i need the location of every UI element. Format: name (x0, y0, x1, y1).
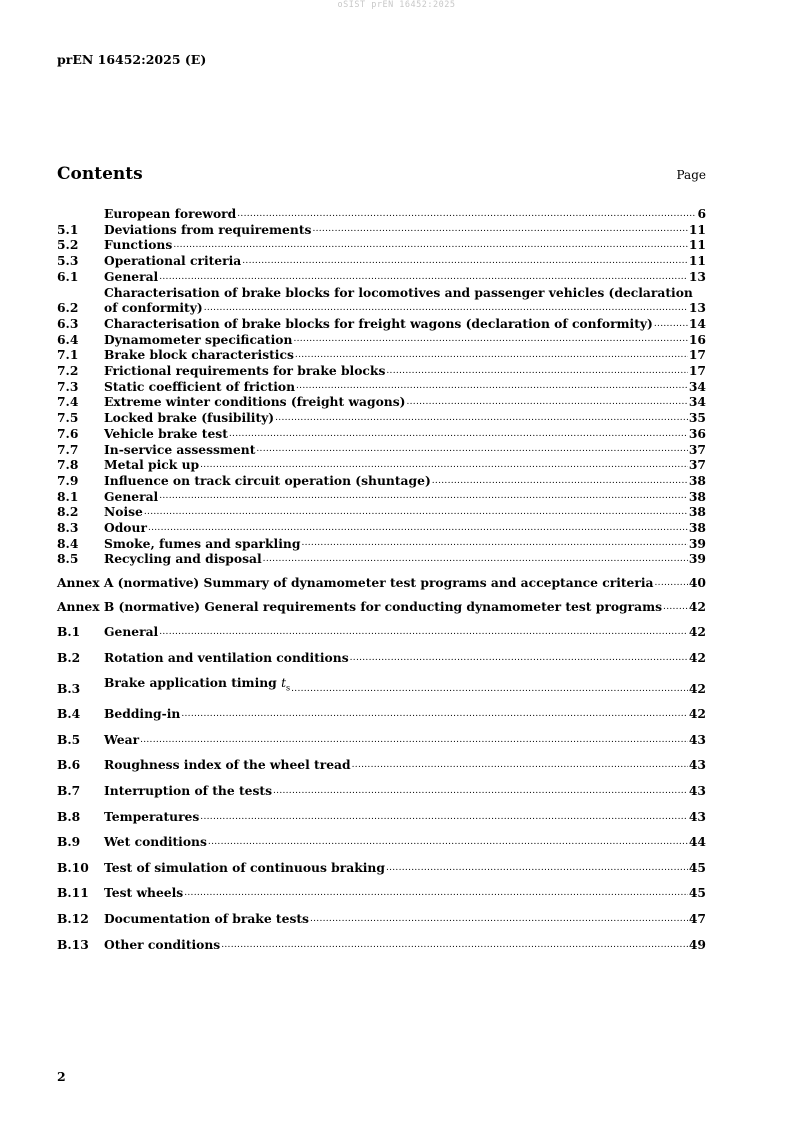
dot-leader (184, 889, 688, 898)
toc-entry-title: Metal pick up (104, 457, 200, 473)
toc-entry[interactable] (57, 253, 706, 269)
toc-entry-title: Noise (104, 504, 143, 520)
toc-entry-number: B.2 (57, 649, 81, 665)
dot-leader (204, 304, 688, 313)
toc-entry-page: 13 (688, 300, 706, 316)
dot-leader (296, 382, 688, 391)
toc-entry-number: 8.3 (57, 520, 79, 536)
toc-entry-title: Extreme winter conditions (freight wagons) (104, 394, 406, 410)
toc-entry[interactable] (57, 457, 706, 473)
dot-leader (655, 579, 688, 588)
toc-entry-title: Wet conditions (104, 834, 207, 850)
toc-annex-entries (57, 575, 706, 614)
toc-annex-title: Annex B (normative) General requirements for conducting dynamometer test programs (57, 598, 663, 614)
table-of-contents (57, 206, 706, 953)
toc-entry-title: In-service assessment (104, 441, 256, 457)
toc-entry-number: 7.2 (57, 363, 79, 379)
dot-leader (352, 761, 688, 770)
toc-entry-page: 40 (688, 575, 706, 591)
toc-entry-page: 17 (688, 347, 706, 363)
toc-entry-title: Temperatures (104, 808, 200, 824)
toc-entry-page: 42 (688, 706, 706, 722)
toc-entry-title-subscript: s (286, 683, 291, 693)
toc-entry-number: B.5 (57, 731, 81, 747)
document-id: prEN 16452:2025 (E) (57, 52, 207, 67)
toc-entry[interactable] (57, 473, 706, 489)
toc-entry-page: 44 (688, 834, 706, 850)
toc-entry-title: Test of simulation of continuous braking (104, 859, 385, 875)
dot-leader (406, 398, 687, 407)
toc-entry-page: 45 (688, 859, 706, 875)
toc-entry-title: General (104, 488, 159, 504)
dot-leader (159, 628, 688, 637)
toc-entry-page: 37 (688, 457, 706, 473)
toc-entry-number: B.13 (57, 936, 89, 952)
dot-leader (144, 508, 688, 517)
dot-leader (173, 241, 688, 250)
toc-entry-page: 38 (688, 520, 706, 536)
toc-entry-title: Bedding-in (104, 706, 181, 722)
toc-entry[interactable] (57, 363, 706, 379)
toc-entry-title: European foreword (104, 206, 237, 221)
dot-leader (654, 320, 688, 329)
toc-entry-number: 8.4 (57, 535, 79, 551)
toc-entry[interactable] (57, 332, 706, 348)
toc-entry-page: 14 (688, 315, 706, 331)
toc-entry[interactable] (57, 885, 706, 901)
toc-entry-title: Smoke, fumes and sparkling (104, 535, 301, 551)
toc-entry-page: 17 (688, 363, 706, 379)
toc-entry[interactable] (57, 347, 706, 363)
dot-leader (432, 477, 688, 486)
toc-main-entries (57, 206, 706, 567)
toc-entry-title: Operational criteria (104, 253, 242, 269)
dot-leader (312, 225, 687, 234)
toc-entry[interactable] (57, 650, 706, 666)
dot-leader (663, 603, 688, 612)
toc-entry[interactable] (57, 706, 706, 722)
toc-entry-page: 42 (688, 649, 706, 665)
dot-leader (291, 685, 688, 694)
toc-entry-title: Recycling and disposal (104, 551, 262, 567)
toc-entry-number: B.6 (57, 757, 81, 773)
toc-entry[interactable] (57, 937, 706, 953)
dot-leader (293, 335, 687, 344)
page-column-label: Page (676, 168, 706, 182)
toc-entry-page: 34 (688, 394, 706, 410)
toc-entry-number: 7.4 (57, 394, 79, 410)
dot-leader (263, 555, 688, 564)
toc-entry-number: 7.6 (57, 425, 79, 441)
toc-entry-page: 47 (688, 910, 706, 926)
toc-entry-title: Interruption of the tests (104, 782, 272, 798)
toc-entry-title: Roughness index of the wheel tread (104, 757, 351, 773)
toc-entry-number: B.9 (57, 834, 81, 850)
toc-entry-number: B.11 (57, 885, 89, 901)
toc-entry-title: Characterisation of brake blocks for freight wagons (declaration of conformity) (104, 315, 653, 331)
toc-entry[interactable] (57, 809, 706, 825)
toc-entry-title: Influence on track circuit operation (shuntage) (104, 472, 431, 488)
toc-entry-title: Other conditions (104, 936, 221, 952)
toc-entry-title: Frictional requirements for brake blocks (104, 363, 386, 379)
toc-entry-title: Characterisation of brake blocks for locomotives and passenger vehicles (declaration (104, 284, 693, 300)
toc-entry-number: B.3 (57, 680, 81, 696)
toc-entry-number: 6.4 (57, 331, 79, 347)
toc-annex-title: Annex A (normative) Summary of dynamometer test programs and acceptance criteria (57, 575, 654, 591)
toc-entry-title-continued: of conformity) (104, 300, 203, 316)
toc-entry[interactable] (57, 520, 706, 536)
toc-entry-number: 5.3 (57, 253, 79, 269)
dot-leader (208, 838, 688, 847)
toc-entry-page: 13 (688, 268, 706, 284)
toc-entry[interactable] (57, 410, 706, 426)
toc-entry-page: 42 (688, 623, 706, 639)
toc-entry[interactable] (57, 379, 706, 395)
dot-leader (242, 257, 688, 266)
toc-entry-title: Documentation of brake tests (104, 910, 309, 926)
toc-entry-page: 43 (688, 757, 706, 773)
toc-annex-b-entries (57, 624, 706, 953)
toc-entry-title-symbol: t (281, 676, 287, 691)
toc-entry[interactable] (57, 269, 706, 285)
toc-annex-entry[interactable] (57, 575, 706, 591)
toc-entry-number: 7.9 (57, 472, 79, 488)
toc-entry-number: 8.1 (57, 488, 79, 504)
dot-leader (256, 445, 688, 454)
toc-entry-number: 8.2 (57, 504, 79, 520)
dot-leader (237, 210, 696, 219)
toc-entry-number: 6.1 (57, 268, 79, 284)
toc-entry[interactable] (57, 442, 706, 458)
toc-entry-title: Functions (104, 237, 173, 253)
dot-leader (350, 654, 688, 663)
dot-leader (386, 864, 688, 873)
toc-entry-page: 16 (688, 331, 706, 347)
toc-entry-page: 34 (688, 378, 706, 394)
toc-entry[interactable] (57, 237, 706, 253)
toc-entry-page: 37 (688, 441, 706, 457)
toc-entry-number: 6.3 (57, 315, 79, 331)
toc-entry-page: 11 (688, 237, 706, 253)
dot-leader (295, 351, 688, 360)
toc-entry-page: 43 (688, 731, 706, 747)
toc-entry-number: 8.5 (57, 551, 79, 567)
toc-entry-title: General (104, 268, 159, 284)
toc-entry-number: B.12 (57, 910, 89, 926)
dot-leader (181, 710, 688, 719)
toc-entry[interactable] (57, 783, 706, 799)
toc-entry-page: 39 (688, 535, 706, 551)
toc-entry-number: B.1 (57, 623, 81, 639)
toc-entry-title: Vehicle brake test (104, 425, 228, 441)
dot-leader (200, 813, 688, 822)
toc-entry[interactable] (57, 536, 706, 552)
toc-entry-number: 7.1 (57, 347, 79, 363)
toc-entry[interactable] (57, 732, 706, 748)
toc-entry[interactable] (57, 757, 706, 773)
toc-entry-title: Dynamometer specification (104, 331, 293, 347)
dot-leader (200, 461, 688, 470)
contents-heading: Contents (57, 164, 143, 184)
toc-entry[interactable] (57, 551, 706, 567)
toc-entry-page: 39 (688, 551, 706, 567)
toc-entry[interactable] (57, 834, 706, 850)
toc-entry[interactable] (57, 504, 706, 520)
toc-entry-page: 49 (688, 936, 706, 952)
toc-entry[interactable] (57, 489, 706, 505)
toc-entry-page: 38 (688, 472, 706, 488)
toc-entry-page: 45 (688, 885, 706, 901)
toc-entry-title: Wear (104, 731, 140, 747)
toc-entry-number: 5.1 (57, 221, 79, 237)
toc-entry-title: Odour (104, 520, 147, 536)
toc-entry-page: 38 (688, 504, 706, 520)
toc-entry[interactable] (57, 394, 706, 410)
toc-entry-title: General (104, 623, 159, 639)
toc-entry-number: 5.2 (57, 237, 79, 253)
toc-entry-number: 7.7 (57, 441, 79, 457)
toc-entry-page: 38 (688, 488, 706, 504)
watermark: oSIST prEN 16452:2025 (337, 0, 456, 10)
toc-entry[interactable] (57, 316, 706, 332)
dot-leader (148, 524, 688, 533)
toc-entry-page: 36 (688, 425, 706, 441)
toc-entry[interactable] (57, 426, 706, 442)
toc-entry-title: Brake block characteristics (104, 347, 294, 363)
toc-annex-entry[interactable] (57, 599, 706, 615)
toc-entry-page: 11 (688, 221, 706, 237)
dot-leader (229, 430, 688, 439)
dot-leader (221, 941, 688, 950)
dot-leader (159, 273, 688, 282)
toc-entry[interactable] (57, 624, 706, 640)
page-number: 2 (57, 1069, 66, 1084)
toc-entry-number: B.4 (57, 706, 81, 722)
toc-entry-number: 7.8 (57, 457, 79, 473)
dot-leader (301, 539, 687, 548)
toc-entry[interactable] (57, 860, 706, 876)
toc-entry-page: 11 (688, 253, 706, 269)
toc-entry-page: 43 (688, 808, 706, 824)
toc-entry-page: 42 (688, 680, 706, 696)
toc-entry-title: Brake application timing $t_s$ (104, 675, 291, 693)
dot-leader (159, 492, 688, 501)
toc-entry-title: Deviations from requirements (104, 221, 312, 237)
toc-entry[interactable] (57, 285, 706, 316)
toc-entry-number: 6.2 (57, 300, 79, 316)
toc-entry-title: Test wheels (104, 885, 184, 901)
toc-entry-page: 35 (688, 410, 706, 426)
toc-entry[interactable] (57, 206, 706, 222)
toc-entry-number: B.8 (57, 808, 81, 824)
toc-entry-number: 7.3 (57, 378, 79, 394)
toc-entry-page: 6 (697, 206, 706, 221)
dot-leader (386, 367, 688, 376)
dot-leader (273, 787, 688, 796)
toc-entry-title: Static coefficient of friction (104, 378, 296, 394)
toc-entry-title: Locked brake (fusibility) (104, 410, 275, 426)
toc-entry-title: Rotation and ventilation conditions (104, 649, 349, 665)
toc-entry[interactable] (57, 911, 706, 927)
toc-entry[interactable] (57, 222, 706, 238)
dot-leader (275, 414, 688, 423)
toc-entry-number: 7.5 (57, 410, 79, 426)
dot-leader (310, 915, 688, 924)
toc-entry-number: B.10 (57, 859, 89, 875)
toc-entry-number: B.7 (57, 782, 81, 798)
toc-entry-page: 43 (688, 782, 706, 798)
dot-leader (140, 736, 688, 745)
toc-entry-page: 42 (688, 598, 706, 614)
toc-entry[interactable] (57, 675, 706, 696)
